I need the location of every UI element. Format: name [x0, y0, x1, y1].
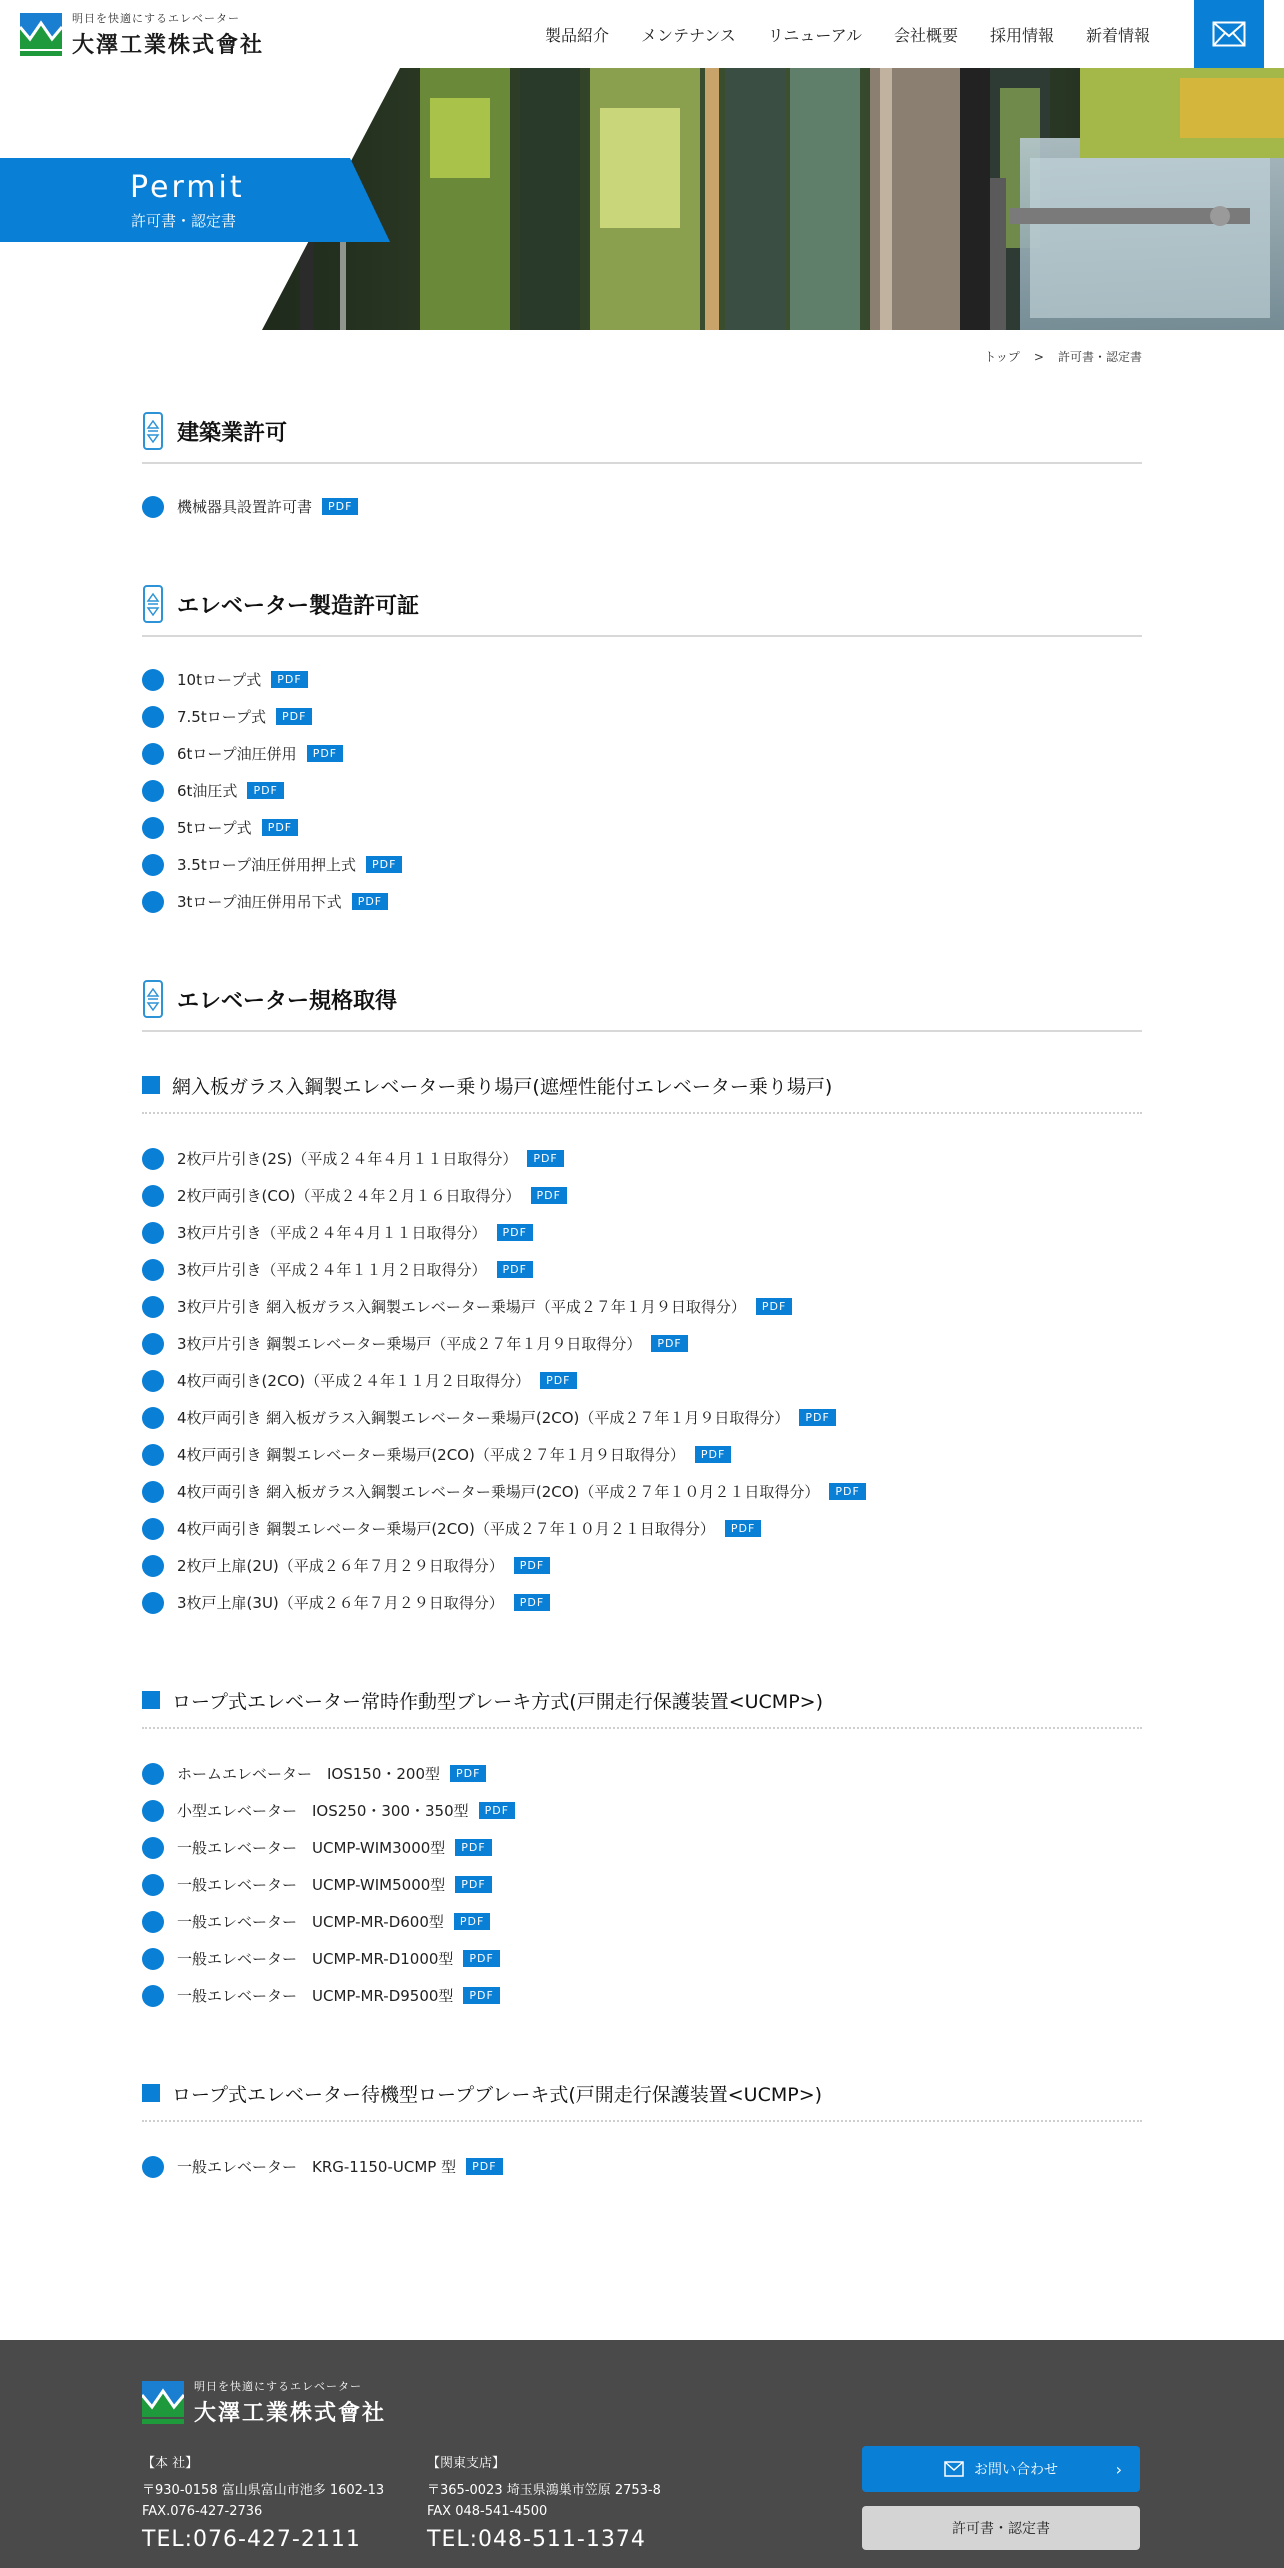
breadcrumb-separator: > — [1033, 349, 1044, 364]
subsection-title: ロープ式エレベーター待機型ロープブレーキ式(戸開走行保護装置<UCMP>) — [172, 2083, 823, 2106]
item-label: 4枚戸両引き 網入板ガラス入鋼製エレベーター乗場戸(2CO)（平成２７年１月９日取得分） — [177, 1409, 790, 1427]
list-item — [142, 846, 1142, 883]
list-item — [142, 1399, 1142, 1436]
section-title: エレベーター製造許可証 — [177, 593, 420, 619]
bullet-icon — [142, 1407, 164, 1429]
item-label: 一般エレベーター KRG-1150-UCMP 型 — [177, 2158, 457, 2176]
permit-list — [142, 488, 1142, 525]
item-label: 一般エレベーター UCMP-MR-D9500型 — [177, 1987, 454, 2005]
hero-title-en: Permit — [130, 170, 245, 205]
office-fax: FAX.076-427-2736 — [142, 2504, 263, 2519]
pdf-link[interactable]: PDF — [463, 1987, 499, 2004]
bullet-icon — [142, 1259, 164, 1281]
contact-label: お問い合わせ — [974, 2462, 1058, 2478]
bullet-icon — [142, 706, 164, 728]
list-item — [142, 1288, 1142, 1325]
elevator-updown-icon — [143, 585, 163, 623]
section-heading-manufacturing-permit — [142, 573, 1142, 637]
list-item — [142, 1362, 1142, 1399]
bullet-icon — [142, 780, 164, 802]
bullet-icon — [142, 817, 164, 839]
logo-company-name: 大澤工業株式會社 — [72, 32, 265, 58]
bullet-icon — [142, 1874, 164, 1896]
company-logo-icon — [142, 2381, 184, 2425]
office-name: 【関東支店】 — [427, 2456, 506, 2471]
pdf-link[interactable]: PDF — [262, 819, 298, 836]
breadcrumb — [984, 348, 1142, 365]
item-label: 3.5tロープ油圧併用押上式 — [177, 856, 356, 874]
list-item — [142, 1829, 1142, 1866]
bullet-icon — [142, 1985, 164, 2007]
bullet-icon — [142, 2156, 164, 2178]
bullet-icon — [142, 1481, 164, 1503]
list-item — [142, 1755, 1142, 1792]
section-title: エレベーター規格取得 — [177, 988, 398, 1014]
nav-maintenance[interactable]: メンテナンス — [641, 25, 736, 45]
section-heading-standards — [142, 968, 1142, 1032]
footer-logo[interactable] — [142, 2378, 386, 2427]
list-item — [142, 1792, 1142, 1829]
item-label: 10tロープ式 — [177, 671, 262, 689]
bullet-icon — [142, 854, 164, 876]
list-item — [142, 698, 1142, 735]
list-item — [142, 1866, 1142, 1903]
bullet-icon — [142, 1296, 164, 1318]
list-item — [142, 883, 1142, 920]
mail-icon — [1212, 21, 1246, 47]
bullet-icon — [142, 1763, 164, 1785]
footer-tagline: 明日を快適にするエレベーター — [194, 2380, 362, 2393]
item-label: 6tロープ油圧併用 — [177, 745, 297, 763]
bullet-icon — [142, 1948, 164, 1970]
hero-title-ja: 許可書・認定書 — [131, 212, 237, 230]
pdf-link[interactable]: PDF — [651, 1335, 687, 1352]
pdf-link[interactable]: PDF — [455, 1839, 491, 1856]
pdf-link[interactable]: PDF — [352, 893, 388, 910]
bullet-icon — [142, 1370, 164, 1392]
item-label: 3枚戸上扉(3U)（平成２６年７月２９日取得分） — [177, 1594, 504, 1612]
item-label: 3枚戸片引き 網入板ガラス入鋼製エレベーター乗場戸（平成２７年１月９日取得分） — [177, 1298, 746, 1316]
list-item — [142, 735, 1142, 772]
list-item — [142, 2148, 1142, 2185]
bullet-icon — [142, 1911, 164, 1933]
pdf-link[interactable]: PDF — [756, 1298, 792, 1315]
subsection-title: 網入板ガラス入鋼製エレベーター乗り場戸(遮煙性能付エレベーター乗り場戸) — [172, 1075, 833, 1098]
subsection-heading-continuous-brake — [142, 1673, 1142, 1729]
list-item — [142, 1325, 1142, 1362]
kanto-office-info — [427, 2452, 661, 2552]
mail-icon — [944, 2461, 964, 2477]
item-label: 小型エレベーター IOS250・300・350型 — [177, 1802, 469, 1820]
pdf-link[interactable]: PDF — [829, 1483, 865, 1500]
pdf-link[interactable]: PDF — [307, 745, 343, 762]
nav-renewal[interactable]: リニューアル — [767, 25, 862, 45]
item-label: ホームエレベーター IOS150・200型 — [177, 1765, 441, 1783]
square-marker-icon — [142, 1691, 160, 1709]
breadcrumb-home[interactable]: トップ — [984, 350, 1020, 364]
square-marker-icon — [142, 2084, 160, 2102]
list-item — [142, 1584, 1142, 1621]
office-tel[interactable]: TEL:048-511-1374 — [427, 2527, 646, 2552]
pdf-link[interactable]: PDF — [271, 671, 307, 688]
permit-label: 許可書・認定書 — [952, 2521, 1050, 2537]
office-name: 【本 社】 — [142, 2456, 199, 2471]
subsection-heading-standby-brake — [142, 2066, 1142, 2122]
pdf-link[interactable]: PDF — [466, 2158, 502, 2175]
bullet-icon — [142, 891, 164, 913]
company-logo-icon — [20, 13, 62, 57]
bullet-icon — [142, 1185, 164, 1207]
pdf-link[interactable]: PDF — [455, 1876, 491, 1893]
item-label: 3枚戸片引き 鋼製エレベーター乗場戸（平成２７年１月９日取得分） — [177, 1335, 642, 1353]
chevron-right-icon: › — [1115, 2459, 1122, 2479]
bullet-icon — [142, 1148, 164, 1170]
pdf-link[interactable]: PDF — [247, 782, 283, 799]
pdf-link[interactable]: PDF — [695, 1446, 731, 1463]
bullet-icon — [142, 1333, 164, 1355]
pdf-link[interactable]: PDF — [479, 1802, 515, 1819]
item-label: 4枚戸両引き(2CO)（平成２４年１１月２日取得分） — [177, 1372, 531, 1390]
pdf-link[interactable]: PDF — [725, 1520, 761, 1537]
nav-news[interactable]: 新着情報 — [1086, 25, 1151, 45]
list-item — [142, 1140, 1142, 1177]
elevator-updown-icon — [143, 412, 163, 450]
list-item — [142, 1214, 1142, 1251]
bullet-icon — [142, 1222, 164, 1244]
item-label: 一般エレベーター UCMP-MR-D1000型 — [177, 1950, 454, 1968]
pdf-link[interactable]: PDF — [514, 1594, 550, 1611]
nav-recruit[interactable]: 採用情報 — [990, 25, 1055, 45]
main-nav — [545, 0, 1182, 68]
item-label: 2枚戸上扉(2U)（平成２６年７月２９日取得分） — [177, 1557, 504, 1575]
pdf-link[interactable]: PDF — [799, 1409, 835, 1426]
item-label: 7.5tロープ式 — [177, 708, 266, 726]
item-label: 3枚戸片引き（平成２４年４月１１日取得分） — [177, 1224, 487, 1242]
mail-button[interactable] — [1194, 0, 1264, 68]
bullet-icon — [142, 1592, 164, 1614]
nav-products[interactable]: 製品紹介 — [545, 25, 610, 45]
list-item — [142, 772, 1142, 809]
item-label: 2枚戸片引き(2S)（平成２４年４月１１日取得分） — [177, 1150, 518, 1168]
bullet-icon — [142, 743, 164, 765]
item-label: 3tロープ油圧併用吊下式 — [177, 893, 342, 911]
head-office-info — [142, 2452, 384, 2552]
standards-list — [142, 2148, 1142, 2185]
item-label: 5tロープ式 — [177, 819, 252, 837]
pdf-link[interactable]: PDF — [497, 1261, 533, 1278]
office-address: 〒365-0023 埼玉県鴻巣市笠原 2753-8 — [427, 2483, 661, 2498]
logo-tagline: 明日を快適にするエレベーター — [72, 12, 240, 25]
square-marker-icon — [142, 1076, 160, 1094]
bullet-icon — [142, 1800, 164, 1822]
list-item — [142, 661, 1142, 698]
hero-banner — [0, 68, 1284, 330]
section-title: 建築業許可 — [177, 420, 288, 446]
pdf-link[interactable]: PDF — [276, 708, 312, 725]
item-label: 一般エレベーター UCMP-WIM5000型 — [177, 1876, 446, 1894]
bullet-icon — [142, 1444, 164, 1466]
site-logo[interactable] — [20, 10, 264, 59]
permit-list — [142, 661, 1142, 920]
elevator-updown-icon — [143, 980, 163, 1018]
item-label: 2枚戸両引き(CO)（平成２４年２月１６日取得分） — [177, 1187, 521, 1205]
subsection-heading-landing-doors — [142, 1058, 1142, 1114]
list-item — [142, 809, 1142, 846]
footer-company-name: 大澤工業株式會社 — [194, 2400, 387, 2426]
bullet-icon — [142, 1555, 164, 1577]
pdf-link[interactable]: PDF — [497, 1224, 533, 1241]
pdf-link[interactable]: PDF — [366, 856, 402, 873]
main-content — [142, 400, 1142, 2185]
office-tel[interactable]: TEL:076-427-2111 — [142, 2527, 361, 2552]
list-item — [142, 1436, 1142, 1473]
list-item — [142, 1251, 1142, 1288]
item-label: 3枚戸片引き（平成２４年１１月２日取得分） — [177, 1261, 487, 1279]
item-label: 6t油圧式 — [177, 782, 238, 800]
list-item — [142, 1473, 1142, 1510]
item-label: 機械器具設置許可書 — [177, 498, 313, 516]
contact-button[interactable] — [862, 2446, 1140, 2492]
breadcrumb-current: 許可書・認定書 — [1057, 350, 1142, 364]
pdf-link[interactable]: PDF — [531, 1187, 567, 1204]
pdf-link[interactable]: PDF — [454, 1913, 490, 1930]
list-item — [142, 1547, 1142, 1584]
section-heading-construction-permit — [142, 400, 1142, 464]
site-footer — [0, 2340, 1284, 2568]
pdf-link[interactable]: PDF — [540, 1372, 576, 1389]
permit-button[interactable] — [862, 2506, 1140, 2550]
bullet-icon — [142, 1837, 164, 1859]
pdf-link[interactable]: PDF — [514, 1557, 550, 1574]
list-item — [142, 1940, 1142, 1977]
nav-company[interactable]: 会社概要 — [894, 25, 959, 45]
list-item — [142, 1903, 1142, 1940]
pdf-link[interactable]: PDF — [450, 1765, 486, 1782]
list-item — [142, 1977, 1142, 2014]
item-label: 一般エレベーター UCMP-WIM3000型 — [177, 1839, 446, 1857]
bullet-icon — [142, 1518, 164, 1540]
item-label: 一般エレベーター UCMP-MR-D600型 — [177, 1913, 444, 1931]
pdf-link[interactable]: PDF — [463, 1950, 499, 1967]
list-item — [142, 1510, 1142, 1547]
office-address: 〒930-0158 富山県富山市池多 1602-13 — [142, 2483, 385, 2498]
subsection-title: ロープ式エレベーター常時作動型ブレーキ方式(戸開走行保護装置<UCMP>) — [172, 1690, 823, 1713]
item-label: 4枚戸両引き 鋼製エレベーター乗場戸(2CO)（平成２７年１０月２１日取得分） — [177, 1520, 715, 1538]
site-header — [0, 0, 1284, 68]
office-fax: FAX 048-541-4500 — [427, 2504, 548, 2519]
list-item — [142, 488, 1142, 525]
standards-list — [142, 1140, 1142, 1621]
pdf-link[interactable]: PDF — [527, 1150, 563, 1167]
item-label: 4枚戸両引き 鋼製エレベーター乗場戸(2CO)（平成２７年１月９日取得分） — [177, 1446, 685, 1464]
bullet-icon — [142, 669, 164, 691]
bullet-icon — [142, 496, 164, 518]
item-label: 4枚戸両引き 網入板ガラス入鋼製エレベーター乗場戸(2CO)（平成２７年１０月２１日取得分） — [177, 1483, 820, 1501]
standards-list — [142, 1755, 1142, 2014]
list-item — [142, 1177, 1142, 1214]
pdf-link[interactable]: PDF — [322, 498, 358, 515]
